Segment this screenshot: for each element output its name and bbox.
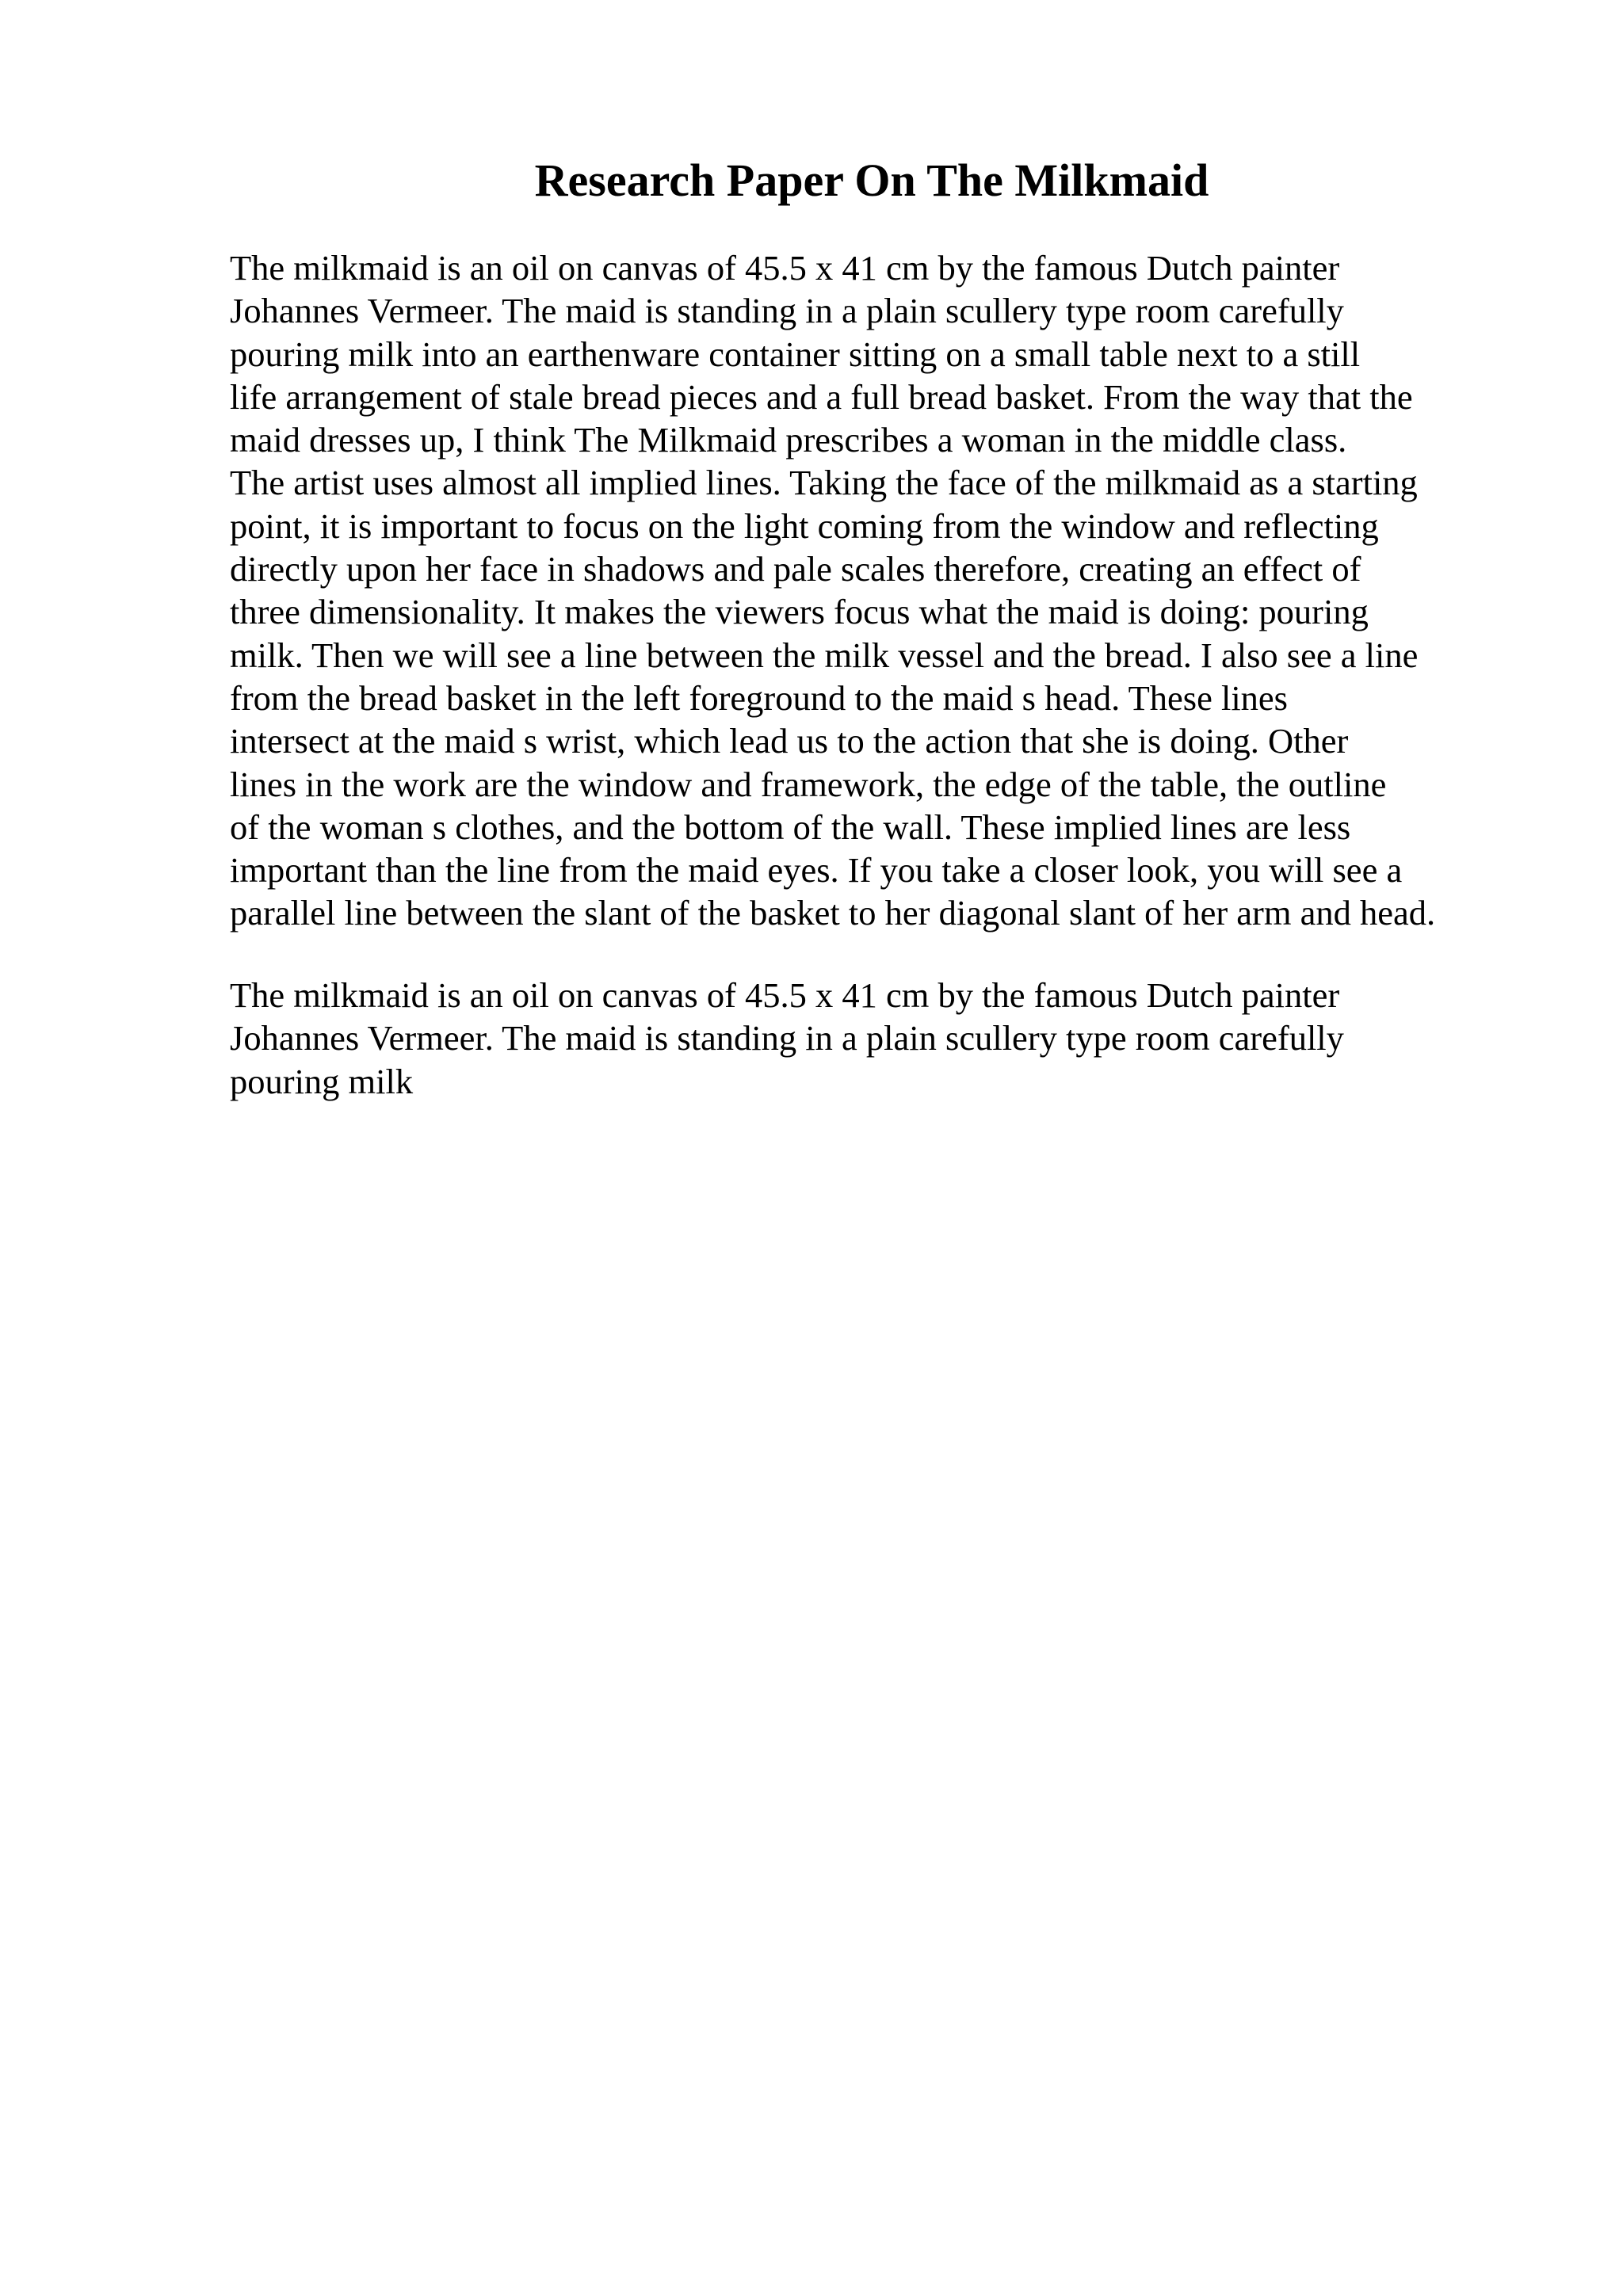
text-line: pouring milk into an earthenware container sitting on a small table next to a still <box>230 334 1361 374</box>
document-title: Research Paper On The Milkmaid <box>534 154 1209 206</box>
text-line: intersect at the maid s wrist, which lead us to the action that she is doing. Other <box>230 721 1349 761</box>
text-line: life arrangement of stale bread pieces and a full bread basket. From the way that the <box>230 376 1413 417</box>
text-line: The milkmaid is an oil on canvas of 45.5 x 41 cm by the famous Dutch painter <box>230 975 1340 1015</box>
text-line: important than the line from the maid eyes. If you take a closer look, you will see a <box>230 850 1403 891</box>
text-line: parallel line between the slant of the basket to her diagonal slant of her arm and head. <box>230 893 1436 933</box>
text-line: maid dresses up, I think The Milkmaid prescribes a woman in the middle class. <box>230 420 1347 460</box>
text-line: Johannes Vermeer. The maid is standing in a plain scullery type room carefully <box>230 1018 1344 1058</box>
body-paragraph <box>230 974 1344 1103</box>
text-line: milk. Then we will see a line between the milk vessel and the bread. I also see a line <box>230 635 1419 675</box>
text-line: directly upon her face in shadows and pale scales therefore, creating an effect of <box>230 549 1361 589</box>
text-line: three dimensionality. It makes the viewers focus what the maid is doing: pouring <box>230 592 1369 632</box>
text-line: lines in the work are the window and framework, the edge of the table, the outline <box>230 764 1387 804</box>
text-line: of the woman s clothes, and the bottom of the wall. These implied lines are less <box>230 807 1351 847</box>
text-line: The artist uses almost all implied lines. Taking the face of the milkmaid as a starting <box>230 463 1418 503</box>
body-paragraph <box>230 246 1435 935</box>
text-line: Johannes Vermeer. The maid is standing in a plain scullery type room carefully <box>230 291 1344 331</box>
text-line: from the bread basket in the left foreground to the maid s head. These lines <box>230 677 1288 718</box>
text-line: point, it is important to focus on the light coming from the window and reflecting <box>230 505 1379 546</box>
text-line: pouring milk <box>230 1061 414 1101</box>
text-line: The milkmaid is an oil on canvas of 45.5 x 41 cm by the famous Dutch painter <box>230 248 1340 288</box>
